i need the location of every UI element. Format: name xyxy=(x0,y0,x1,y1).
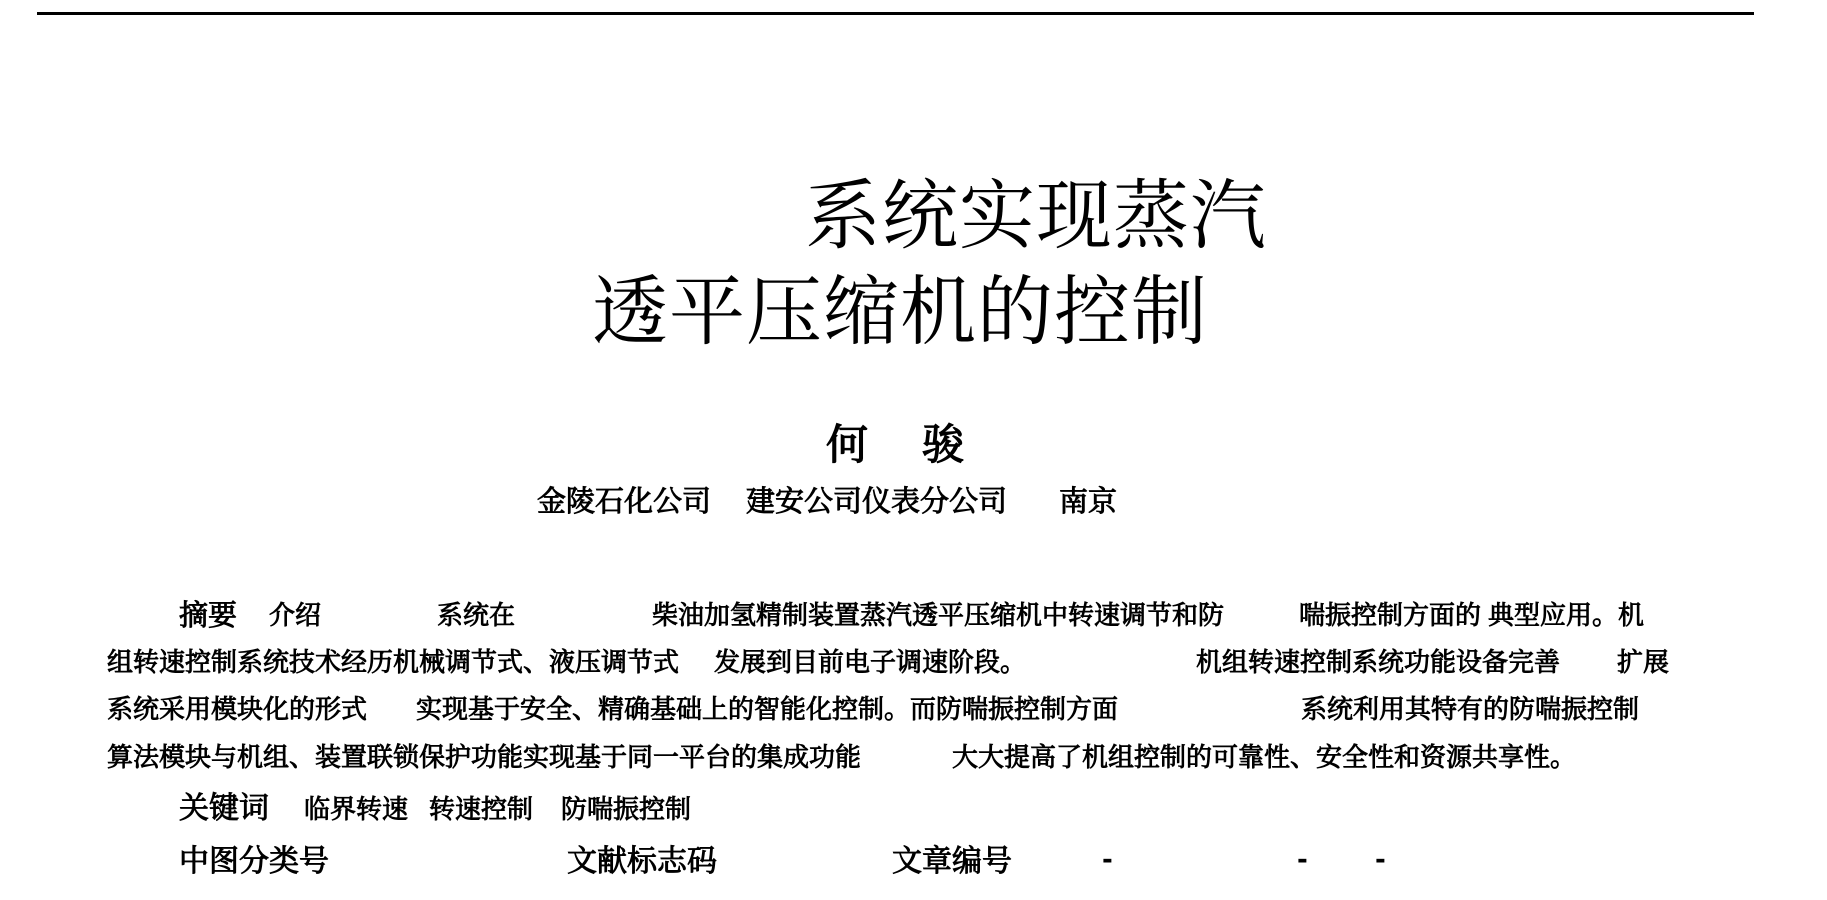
abstract-l2-seg1: 组转速控制系统技术经历机械调节式、液压调节式 xyxy=(107,648,680,678)
abstract-l1-seg1: 介绍 xyxy=(269,601,322,631)
affiliation-city: 南京 xyxy=(1059,484,1118,518)
author-surname: 何 xyxy=(826,420,869,469)
abstract-heading: 摘要 xyxy=(179,598,238,632)
abstract-l4-seg1: 算法模块与机组、装置联锁保护功能实现基于同一平台的集成功能 xyxy=(107,743,862,773)
abstract-l1-seg2: 系统在 xyxy=(437,601,516,631)
abstract-l3-seg3: 系统利用其特有的防喘振控制 xyxy=(1301,695,1640,725)
affiliation-department: 建安公司仪表分公司 xyxy=(746,484,1008,518)
article-number-dash-1: - xyxy=(1102,845,1113,875)
top-rule xyxy=(37,12,1754,15)
document-code-label: 文献标志码 xyxy=(567,844,717,879)
abstract-l1-seg4: 喘振控制方面的 xyxy=(1299,601,1482,631)
abstract-l2-seg4: 扩展 xyxy=(1617,648,1670,678)
title-line-1: 系统实现蒸汽 xyxy=(805,171,1267,260)
keyword-1: 临界转速 xyxy=(304,795,409,825)
keywords-label: 关键词 xyxy=(179,791,269,826)
author-given-name: 骏 xyxy=(922,420,965,469)
author xyxy=(826,420,965,469)
abstract-l3-seg2: 实现基于安全、精确基础上的智能化控制。而防喘振控制方面 xyxy=(416,695,1119,725)
clc-number-label: 中图分类号 xyxy=(179,844,329,879)
abstract-l3-seg1: 系统采用模块化的形式 xyxy=(107,695,368,725)
abstract-l1-seg5: 典型应用。机 xyxy=(1488,601,1645,631)
keyword-2: 转速控制 xyxy=(429,795,534,825)
keyword-3: 防喘振控制 xyxy=(561,795,692,825)
abstract-l1-seg3: 柴油加氢精制装置蒸汽透平压缩机中转速调节和防 xyxy=(652,601,1225,631)
abstract-l4-seg2: 大大提高了机组控制的可靠性、安全性和资源共享性。 xyxy=(952,743,1577,773)
article-number-dash-3: - xyxy=(1375,845,1386,875)
article-number-dash-2: - xyxy=(1297,845,1308,875)
affiliation-company: 金陵石化公司 xyxy=(537,484,712,518)
abstract-l2-seg2: 发展到目前电子调速阶段。 xyxy=(714,648,1027,678)
article-number-label: 文章编号 xyxy=(892,844,1012,879)
abstract-l2-seg3: 机组转速控制系统功能设备完善 xyxy=(1196,648,1561,678)
title-line-2: 透平压缩机的控制 xyxy=(592,267,1208,356)
